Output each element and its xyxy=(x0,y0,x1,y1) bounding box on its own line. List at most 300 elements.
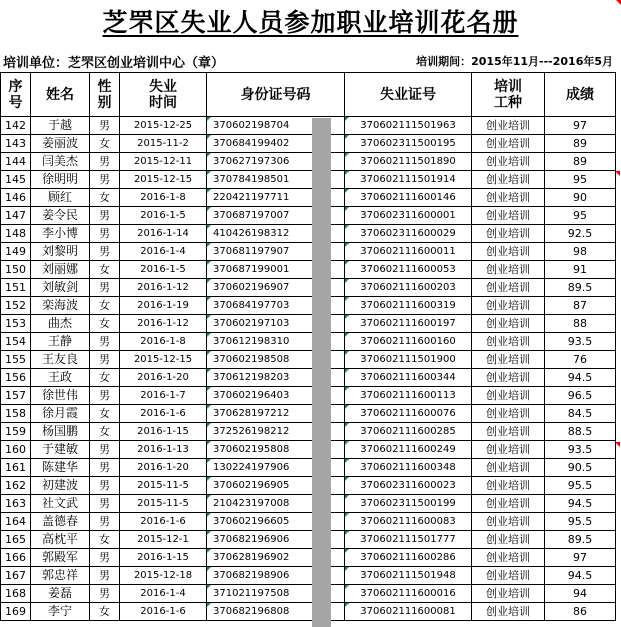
cell-flag-icon xyxy=(345,567,349,571)
cell-gender[interactable]: 女 xyxy=(90,135,120,153)
cell-gender[interactable]: 女 xyxy=(90,423,120,441)
cell-name[interactable]: 盖德春 xyxy=(31,513,90,531)
cell-gender[interactable]: 男 xyxy=(90,567,120,585)
table-row xyxy=(1,603,616,621)
table-row xyxy=(1,549,616,567)
id-prefix: 370684197703 xyxy=(213,300,290,311)
cell-name[interactable]: 徐世伟 xyxy=(31,387,90,405)
cell-gender[interactable]: 女 xyxy=(90,315,120,333)
table-row xyxy=(1,333,616,351)
cell-cert-number[interactable]: 370602311600023 xyxy=(345,477,472,495)
cell-unemployed-date[interactable]: 2015-11-2 xyxy=(120,135,207,153)
cell-score[interactable]: 95 xyxy=(545,207,616,225)
cell-unemployed-date[interactable]: 2015-12-15 xyxy=(120,171,207,189)
cell-training-type[interactable]: 创业培训 xyxy=(472,567,545,585)
cell-seq[interactable]: 145 xyxy=(1,171,31,189)
cell-training-type[interactable]: 创业培训 xyxy=(472,297,545,315)
cell-seq[interactable]: 143 xyxy=(1,135,31,153)
id-prefix: 370687197007 xyxy=(213,210,290,221)
cell-score[interactable]: 95.5 xyxy=(545,513,616,531)
cell-seq[interactable]: 156 xyxy=(1,369,31,387)
cell-gender[interactable]: 女 xyxy=(90,261,120,279)
cell-name[interactable]: 姜丽波 xyxy=(31,135,90,153)
cell-flag-icon xyxy=(207,351,211,355)
cell-score[interactable]: 86 xyxy=(545,603,616,621)
cell-name[interactable]: 徐月霞 xyxy=(31,405,90,423)
header-name: 姓名 xyxy=(31,73,90,117)
cell-cert-number[interactable]: 370602111501777 xyxy=(345,531,472,549)
cell-unemployed-date[interactable]: 2016-1-14 xyxy=(120,225,207,243)
cell-training-type[interactable]: 创业培训 xyxy=(472,135,545,153)
cell-flag-icon xyxy=(207,279,211,283)
cell-flag-icon xyxy=(207,261,211,265)
cell-name[interactable]: 郭忠祥 xyxy=(31,567,90,585)
cell-name[interactable]: 栾海波 xyxy=(31,297,90,315)
cell-score[interactable]: 88.5 xyxy=(545,423,616,441)
cell-gender[interactable]: 男 xyxy=(90,243,120,261)
cell-flag-icon xyxy=(345,351,349,355)
cell-cert-number[interactable]: 370602311500195 xyxy=(345,135,472,153)
cell-cert-number[interactable]: 370602111600160 xyxy=(345,333,472,351)
table-row xyxy=(1,225,616,243)
cell-flag-icon xyxy=(207,153,211,157)
cell-flag-icon xyxy=(345,405,349,409)
cell-flag-icon xyxy=(207,423,211,427)
cell-name[interactable]: 徐明明 xyxy=(31,171,90,189)
cell-gender[interactable]: 男 xyxy=(90,207,120,225)
cell-seq[interactable]: 151 xyxy=(1,279,31,297)
id-prefix: 370602196905 xyxy=(213,480,290,491)
cell-unemployed-date[interactable]: 2016-1-8 xyxy=(120,333,207,351)
roster-table xyxy=(0,72,616,621)
header-score: 成绩 xyxy=(545,73,616,117)
cell-flag-icon xyxy=(207,225,211,229)
cell-flag-icon xyxy=(345,477,349,481)
cell-unemployed-date[interactable]: 2015-11-5 xyxy=(120,477,207,495)
cell-training-type[interactable]: 创业培训 xyxy=(472,225,545,243)
cell-score[interactable]: 90 xyxy=(545,189,616,207)
cell-seq[interactable]: 147 xyxy=(1,207,31,225)
cell-cert-number[interactable]: 370602111600011 xyxy=(345,243,472,261)
cell-name[interactable]: 初建波 xyxy=(31,477,90,495)
cell-cert-number[interactable]: 370602111600249 xyxy=(345,441,472,459)
cell-cert-number[interactable]: 370602311600029 xyxy=(345,225,472,243)
cell-gender[interactable]: 女 xyxy=(90,369,120,387)
cell-flag-icon xyxy=(345,315,349,319)
cell-unemployed-date[interactable]: 2015-12-1 xyxy=(120,531,207,549)
cell-training-type[interactable]: 创业培训 xyxy=(472,189,545,207)
cell-score[interactable]: 92.5 xyxy=(545,225,616,243)
cell-gender[interactable]: 男 xyxy=(90,585,120,603)
id-prefix: 370681197907 xyxy=(213,246,290,257)
cell-score[interactable]: 95 xyxy=(545,171,616,189)
cell-training-type[interactable]: 创业培训 xyxy=(472,531,545,549)
cell-name[interactable]: 李宁 xyxy=(31,603,90,621)
cell-flag-icon xyxy=(345,369,349,373)
cell-cert-number[interactable]: 370602111600016 xyxy=(345,585,472,603)
table-row xyxy=(1,261,616,279)
table-row xyxy=(1,567,616,585)
id-prefix: 370602198704 xyxy=(213,120,290,131)
id-prefix: 370602196907 xyxy=(213,282,290,293)
table-row xyxy=(1,531,616,549)
cell-flag-icon xyxy=(207,297,211,301)
cell-flag-icon xyxy=(345,333,349,337)
cell-training-type[interactable]: 创业培训 xyxy=(472,333,545,351)
cell-cert-number[interactable]: 370602111600113 xyxy=(345,387,472,405)
cell-training-type[interactable]: 创业培训 xyxy=(472,549,545,567)
cell-seq[interactable]: 168 xyxy=(1,585,31,603)
table-row xyxy=(1,189,616,207)
cell-unemployed-date[interactable]: 2016-1-15 xyxy=(120,423,207,441)
cell-name[interactable]: 姜磊 xyxy=(31,585,90,603)
cell-unemployed-date[interactable]: 2016-1-7 xyxy=(120,387,207,405)
cell-cert-number[interactable]: 370602111501900 xyxy=(345,351,472,369)
cell-unemployed-date[interactable]: 2015-12-15 xyxy=(120,351,207,369)
cell-cert-number[interactable]: 370602111600053 xyxy=(345,261,472,279)
cell-gender[interactable]: 女 xyxy=(90,189,120,207)
cell-unemployed-date[interactable]: 2016-1-13 xyxy=(120,441,207,459)
cell-flag-icon xyxy=(345,225,349,229)
cell-seq[interactable]: 146 xyxy=(1,189,31,207)
cell-gender[interactable]: 男 xyxy=(90,459,120,477)
redaction-bar xyxy=(312,118,331,627)
cell-training-type[interactable]: 创业培训 xyxy=(472,405,545,423)
table-row xyxy=(1,153,616,171)
cell-flag-icon xyxy=(345,279,349,283)
cell-seq[interactable]: 165 xyxy=(1,531,31,549)
cell-training-type[interactable]: 创业培训 xyxy=(472,261,545,279)
cell-unemployed-date[interactable]: 2016-1-20 xyxy=(120,459,207,477)
cell-flag-icon xyxy=(207,315,211,319)
cell-flag-icon xyxy=(207,585,211,589)
cell-flag-icon xyxy=(207,189,211,193)
cell-training-type[interactable]: 创业培训 xyxy=(472,117,545,135)
cell-training-type[interactable]: 创业培训 xyxy=(472,369,545,387)
cell-unemployed-date[interactable]: 2016-1-6 xyxy=(120,405,207,423)
cell-flag-icon xyxy=(207,495,211,499)
cell-unemployed-date[interactable]: 2016-1-12 xyxy=(120,315,207,333)
comment-marker xyxy=(615,442,620,447)
cell-gender[interactable]: 男 xyxy=(90,117,120,135)
cell-unemployed-date[interactable]: 2016-1-12 xyxy=(120,279,207,297)
cell-score[interactable]: 88 xyxy=(545,315,616,333)
cell-flag-icon xyxy=(345,585,349,589)
cell-cert-number[interactable]: 370602111600344 xyxy=(345,369,472,387)
header-gender: 性 别 xyxy=(90,73,120,117)
cell-unemployed-date[interactable]: 2016-1-5 xyxy=(120,261,207,279)
id-prefix: 130224197906 xyxy=(213,462,290,473)
cell-score[interactable]: 89.5 xyxy=(545,279,616,297)
cell-score[interactable]: 97 xyxy=(545,549,616,567)
table-row xyxy=(1,135,616,153)
title-text: 芝罘区失业人员参加职业培训花名册 xyxy=(102,8,519,37)
cell-training-type[interactable]: 创业培训 xyxy=(472,441,545,459)
cell-flag-icon xyxy=(345,423,349,427)
id-prefix: 220421197711 xyxy=(213,192,290,203)
table-row xyxy=(1,315,616,333)
cell-training-type[interactable]: 创业培训 xyxy=(472,513,545,531)
table-row xyxy=(1,477,616,495)
cell-gender[interactable]: 男 xyxy=(90,333,120,351)
cell-name[interactable]: 社文武 xyxy=(31,495,90,513)
cell-unemployed-date[interactable]: 2015-11-5 xyxy=(120,495,207,513)
table-row xyxy=(1,423,616,441)
id-prefix: 370687199001 xyxy=(213,264,290,275)
cell-flag-icon xyxy=(345,603,349,607)
table-header-row xyxy=(1,73,616,117)
cell-score[interactable]: 91 xyxy=(545,261,616,279)
cell-score[interactable]: 94.5 xyxy=(545,567,616,585)
cell-flag-icon xyxy=(345,117,349,121)
cell-training-type[interactable]: 创业培训 xyxy=(472,315,545,333)
cell-training-type[interactable]: 创业培训 xyxy=(472,423,545,441)
cell-seq[interactable]: 161 xyxy=(1,459,31,477)
cell-gender[interactable]: 男 xyxy=(90,513,120,531)
cell-gender[interactable]: 男 xyxy=(90,171,120,189)
table-row xyxy=(1,387,616,405)
cell-seq[interactable]: 158 xyxy=(1,405,31,423)
cell-score[interactable]: 93.5 xyxy=(545,333,616,351)
cell-flag-icon xyxy=(345,153,349,157)
cell-gender[interactable]: 男 xyxy=(90,441,120,459)
cell-seq[interactable]: 150 xyxy=(1,261,31,279)
cell-unemployed-date[interactable]: 2016-1-4 xyxy=(120,585,207,603)
cell-score[interactable]: 89 xyxy=(545,153,616,171)
cell-cert-number[interactable]: 370602111600285 xyxy=(345,423,472,441)
cell-cert-number[interactable]: 370602111600319 xyxy=(345,297,472,315)
cell-name[interactable]: 刘黎明 xyxy=(31,243,90,261)
cell-cert-number[interactable]: 370602111600286 xyxy=(345,549,472,567)
cell-seq[interactable]: 149 xyxy=(1,243,31,261)
cell-training-type[interactable]: 创业培训 xyxy=(472,387,545,405)
cell-cert-number[interactable]: 370602111501963 xyxy=(345,117,472,135)
table-row xyxy=(1,243,616,261)
table-row xyxy=(1,513,616,531)
cell-gender[interactable]: 男 xyxy=(90,225,120,243)
cell-cert-number[interactable]: 370602111600083 xyxy=(345,513,472,531)
cell-name[interactable]: 王政 xyxy=(31,369,90,387)
cell-gender[interactable]: 女 xyxy=(90,603,120,621)
cell-score[interactable]: 76 xyxy=(545,351,616,369)
cell-gender[interactable]: 男 xyxy=(90,279,120,297)
cell-cert-number[interactable]: 370602111600197 xyxy=(345,315,472,333)
id-prefix: 370602197103 xyxy=(213,318,290,329)
cell-training-type[interactable]: 创业培训 xyxy=(472,585,545,603)
id-prefix: 370602196403 xyxy=(213,390,290,401)
cell-score[interactable]: 96.5 xyxy=(545,387,616,405)
cell-flag-icon xyxy=(345,297,349,301)
id-prefix: 370612198310 xyxy=(213,336,290,347)
cell-training-type[interactable]: 创业培训 xyxy=(472,351,545,369)
id-prefix: 370602196605 xyxy=(213,516,290,527)
cell-cert-number[interactable]: 370602311600001 xyxy=(345,207,472,225)
cell-gender[interactable]: 男 xyxy=(90,549,120,567)
cell-seq[interactable]: 148 xyxy=(1,225,31,243)
cell-cert-number[interactable]: 370602111600081 xyxy=(345,603,472,621)
cell-flag-icon xyxy=(207,459,211,463)
cell-name[interactable]: 刘丽娜 xyxy=(31,261,90,279)
cell-unemployed-date[interactable]: 2015-12-11 xyxy=(120,153,207,171)
cell-name[interactable]: 闫美杰 xyxy=(31,153,90,171)
cell-gender[interactable]: 男 xyxy=(90,387,120,405)
cell-flag-icon xyxy=(345,207,349,211)
cell-seq[interactable]: 159 xyxy=(1,423,31,441)
cell-gender[interactable]: 女 xyxy=(90,405,120,423)
cell-score[interactable]: 89 xyxy=(545,135,616,153)
cell-gender[interactable]: 男 xyxy=(90,477,120,495)
cell-seq[interactable]: 157 xyxy=(1,387,31,405)
cell-unemployed-date[interactable]: 2015-12-18 xyxy=(120,567,207,585)
id-prefix: 370602195808 xyxy=(213,444,290,455)
table-row xyxy=(1,441,616,459)
table-row xyxy=(1,297,616,315)
cell-unemployed-date[interactable]: 2016-1-20 xyxy=(120,369,207,387)
cell-gender[interactable]: 男 xyxy=(90,495,120,513)
cell-cert-number[interactable]: 370602111501914 xyxy=(345,171,472,189)
cell-gender[interactable]: 男 xyxy=(90,351,120,369)
cell-name[interactable]: 高枕平 xyxy=(31,531,90,549)
cell-flag-icon xyxy=(345,531,349,535)
cell-score[interactable]: 94.5 xyxy=(545,369,616,387)
cell-training-type[interactable]: 创业培训 xyxy=(472,459,545,477)
cell-score[interactable]: 90.5 xyxy=(545,459,616,477)
cell-cert-number[interactable]: 370602111600076 xyxy=(345,405,472,423)
cell-flag-icon xyxy=(345,387,349,391)
cell-seq[interactable]: 160 xyxy=(1,441,31,459)
cell-name[interactable]: 姜令民 xyxy=(31,207,90,225)
cell-name[interactable]: 王友良 xyxy=(31,351,90,369)
cell-name[interactable]: 杨国鹏 xyxy=(31,423,90,441)
id-prefix: 371021197508 xyxy=(213,588,290,599)
cell-flag-icon xyxy=(345,549,349,553)
cell-unemployed-date[interactable]: 2015-12-25 xyxy=(120,117,207,135)
cell-seq[interactable]: 162 xyxy=(1,477,31,495)
header-id-number: 身份证号码 xyxy=(207,73,345,117)
cell-training-type[interactable]: 创业培训 xyxy=(472,279,545,297)
cell-score[interactable]: 98 xyxy=(545,243,616,261)
cell-flag-icon xyxy=(207,243,211,247)
cell-unemployed-date[interactable]: 2016-1-6 xyxy=(120,603,207,621)
id-prefix: 370682196808 xyxy=(213,606,290,617)
header-training-type: 培训 工种 xyxy=(472,73,545,117)
cell-score[interactable]: 94 xyxy=(545,585,616,603)
cell-name[interactable]: 于越 xyxy=(31,117,90,135)
id-prefix: 370612198203 xyxy=(213,372,290,383)
cell-score[interactable]: 93.5 xyxy=(545,441,616,459)
cell-score[interactable]: 97 xyxy=(545,117,616,135)
table-row xyxy=(1,207,616,225)
comment-marker xyxy=(615,171,620,176)
cell-flag-icon xyxy=(345,459,349,463)
cell-unemployed-date[interactable]: 2016-1-5 xyxy=(120,207,207,225)
cell-unemployed-date[interactable]: 2016-1-8 xyxy=(120,189,207,207)
cell-cert-number[interactable]: 370602111600348 xyxy=(345,459,472,477)
cell-training-type[interactable]: 创业培训 xyxy=(472,171,545,189)
cell-training-type[interactable]: 创业培训 xyxy=(472,243,545,261)
cell-unemployed-date[interactable]: 2016-1-4 xyxy=(120,243,207,261)
cell-seq[interactable]: 154 xyxy=(1,333,31,351)
cell-flag-icon xyxy=(345,513,349,517)
cell-cert-number[interactable]: 370602111501948 xyxy=(345,567,472,585)
cell-flag-icon xyxy=(207,387,211,391)
cell-flag-icon xyxy=(207,333,211,337)
table-row xyxy=(1,585,616,603)
training-period: 培训期间：2015年11月---2016年5月 xyxy=(416,55,613,68)
cell-cert-number[interactable]: 370602111501890 xyxy=(345,153,472,171)
cell-training-type[interactable]: 创业培训 xyxy=(472,477,545,495)
cell-name[interactable]: 王静 xyxy=(31,333,90,351)
cell-seq[interactable]: 169 xyxy=(1,603,31,621)
table-row xyxy=(1,369,616,387)
header-unemployed-date: 失业 时间 xyxy=(120,73,207,117)
cell-seq[interactable]: 144 xyxy=(1,153,31,171)
comment-marker xyxy=(616,0,621,5)
table-row xyxy=(1,117,616,135)
cell-seq[interactable]: 164 xyxy=(1,513,31,531)
cell-training-type[interactable]: 创业培训 xyxy=(472,603,545,621)
cell-name[interactable]: 郭殿军 xyxy=(31,549,90,567)
cell-unemployed-date[interactable]: 2016-1-19 xyxy=(120,297,207,315)
cell-cert-number[interactable]: 370602311500199 xyxy=(345,495,472,513)
cell-flag-icon xyxy=(207,531,211,535)
cell-unemployed-date[interactable]: 2016-1-15 xyxy=(120,549,207,567)
cell-training-type[interactable]: 创业培训 xyxy=(472,495,545,513)
cell-seq[interactable]: 155 xyxy=(1,351,31,369)
table-row xyxy=(1,351,616,369)
cell-score[interactable]: 95.5 xyxy=(545,477,616,495)
cell-training-type[interactable]: 创业培训 xyxy=(472,207,545,225)
cell-score[interactable]: 89.5 xyxy=(545,531,616,549)
cell-cert-number[interactable]: 370602111600146 xyxy=(345,189,472,207)
id-prefix: 410426198312 xyxy=(213,228,290,239)
cell-seq[interactable]: 153 xyxy=(1,315,31,333)
cell-gender[interactable]: 女 xyxy=(90,531,120,549)
cell-name[interactable]: 李小博 xyxy=(31,225,90,243)
cell-seq[interactable]: 152 xyxy=(1,297,31,315)
id-prefix: 370682196906 xyxy=(213,534,290,545)
cell-seq[interactable]: 142 xyxy=(1,117,31,135)
id-prefix: 370602198508 xyxy=(213,354,290,365)
cell-flag-icon xyxy=(207,549,211,553)
cell-flag-icon xyxy=(207,171,211,175)
cell-name[interactable]: 刘敏剑 xyxy=(31,279,90,297)
cell-name[interactable]: 于建敏 xyxy=(31,441,90,459)
cell-seq[interactable]: 166 xyxy=(1,549,31,567)
cell-score[interactable]: 84.5 xyxy=(545,405,616,423)
cell-gender[interactable]: 男 xyxy=(90,153,120,171)
cell-score[interactable]: 87 xyxy=(545,297,616,315)
id-prefix: 370784198501 xyxy=(213,174,290,185)
table-row xyxy=(1,405,616,423)
cell-flag-icon xyxy=(207,603,211,607)
cell-seq[interactable]: 167 xyxy=(1,567,31,585)
cell-flag-icon xyxy=(345,495,349,499)
cell-score[interactable]: 94.5 xyxy=(545,495,616,513)
id-prefix: 370682198906 xyxy=(213,570,290,581)
id-prefix: 370628197212 xyxy=(213,408,290,419)
cell-unemployed-date[interactable]: 2016-1-6 xyxy=(120,513,207,531)
cell-seq[interactable]: 163 xyxy=(1,495,31,513)
cell-name[interactable]: 顾红 xyxy=(31,189,90,207)
cell-gender[interactable]: 女 xyxy=(90,297,120,315)
cell-cert-number[interactable]: 370602111600203 xyxy=(345,279,472,297)
cell-name[interactable]: 陈建华 xyxy=(31,459,90,477)
cell-flag-icon xyxy=(207,441,211,445)
cell-training-type[interactable]: 创业培训 xyxy=(472,153,545,171)
cell-name[interactable]: 曲杰 xyxy=(31,315,90,333)
id-prefix: 370684199402 xyxy=(213,138,290,149)
